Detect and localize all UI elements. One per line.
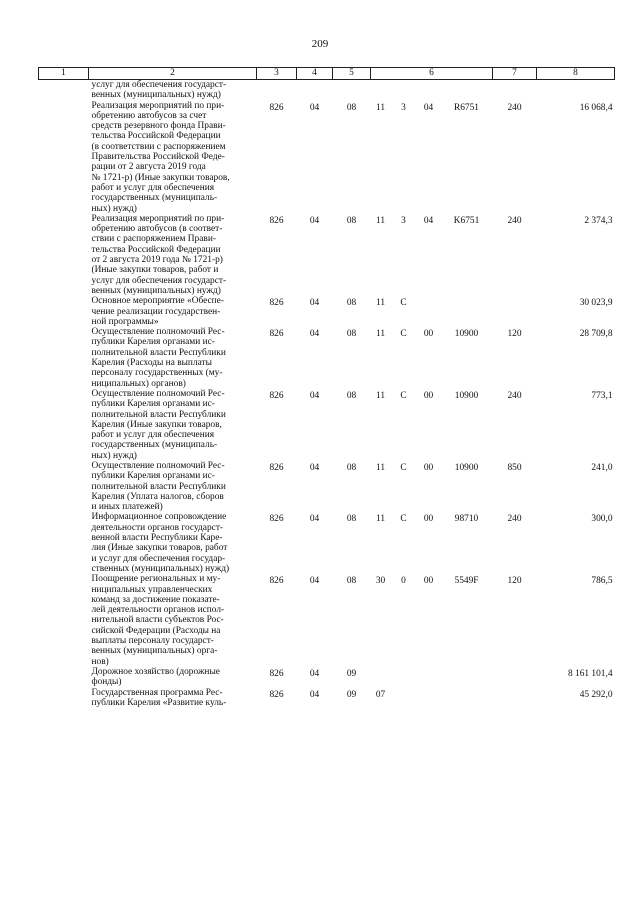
table-row <box>39 667 615 688</box>
program-code-cell <box>371 80 391 101</box>
ministry-code-cell: 826 <box>269 668 284 679</box>
table-row <box>39 461 615 512</box>
header-cell-7: 7 <box>493 68 537 80</box>
blank-cell <box>39 214 89 296</box>
section-code-cell: 04 <box>309 329 320 340</box>
section-code-cell: 04 <box>309 390 320 401</box>
ministry-code-cell: 826 <box>269 298 284 309</box>
ministry-code-cell: 826 <box>269 102 284 113</box>
blank-cell <box>39 461 89 512</box>
expense-type-code-cell: 120 <box>507 329 522 340</box>
subsection-code-cell: 08 <box>346 576 357 587</box>
ministry-code-cell: 826 <box>269 689 284 700</box>
blank-cell <box>39 688 89 709</box>
table-row <box>39 389 615 461</box>
blank-cell <box>39 667 89 688</box>
subsection-code-cell: 08 <box>346 462 357 473</box>
blank-cell <box>39 574 89 667</box>
amount-cell: 28 709,8 <box>579 329 613 340</box>
section-code-cell: 04 <box>309 576 320 587</box>
header-cell-8: 8 <box>537 68 615 80</box>
expense-type-code-cell: 850 <box>507 462 522 473</box>
description-cell: Реализация мероприятий по при- обретению автобусов (в соответ- ствии с распоряжением Прави- тельства Российской Федерации от 2 августа 2019 года № 1721-р) (Иные закупки товаров, работ и услуг для обеспечения государст- венных (муниципальных) нужд) <box>91 213 227 296</box>
expense-type-code-cell: 240 <box>507 102 522 113</box>
event-code-cell: 00 <box>423 576 434 587</box>
program-code-cell: 11 <box>375 514 386 525</box>
section-code-cell: 04 <box>309 102 320 113</box>
header-cell-2: 2 <box>89 68 257 80</box>
table-row <box>39 80 615 101</box>
event-code-cell: 00 <box>423 514 434 525</box>
direction-code-cell: 5549F <box>454 576 479 587</box>
expense-type-code-cell: 240 <box>507 390 522 401</box>
ministry-code-cell: 826 <box>269 390 284 401</box>
direction-code-cell <box>441 688 493 709</box>
amount-cell: 8 161 101,4 <box>567 668 613 679</box>
subprogram-code-cell: С <box>400 462 407 473</box>
section-code-cell <box>297 80 333 101</box>
description-cell: Реализация мероприятий по при- обретению автобусов за счет средств резервного фонда Прави- тельства Российской Федерации (в соответствии с распоряжением Правительства Российской Феде- рации от 2 августа 2019 года № 1721-р) (Иные закупки товаров, работ и услуг для обеспечения государственных (муниципаль- ных) нужд) <box>91 100 230 214</box>
event-code-cell <box>417 667 441 688</box>
ministry-code-cell: 826 <box>269 329 284 340</box>
expense-type-code-cell: 240 <box>507 514 522 525</box>
event-code-cell: 04 <box>423 102 434 113</box>
section-code-cell: 04 <box>309 514 320 525</box>
direction-code-cell <box>441 667 493 688</box>
program-code-cell: 11 <box>375 298 386 309</box>
amount-cell: 45 292,0 <box>579 689 613 700</box>
direction-code-cell: 10900 <box>454 462 479 473</box>
amount-cell: 16 068,4 <box>579 102 613 113</box>
description-cell: Основное мероприятие «Обеспе- чение реализации государствен- ной программы» <box>91 296 224 327</box>
section-code-cell: 04 <box>309 668 320 679</box>
header-row <box>39 68 615 80</box>
event-code-cell: 00 <box>423 329 434 340</box>
direction-code-cell: 10900 <box>454 329 479 340</box>
event-code-cell <box>417 80 441 101</box>
blank-cell <box>39 389 89 461</box>
subprogram-code-cell: С <box>400 298 407 309</box>
event-code-cell: 00 <box>423 462 434 473</box>
subsection-code-cell: 08 <box>346 102 357 113</box>
expense-type-code-cell: 120 <box>507 576 522 587</box>
header-cell-4: 4 <box>297 68 333 80</box>
subprogram-code-cell: С <box>400 514 407 525</box>
blank-cell <box>39 101 89 214</box>
header-cell-1: 1 <box>39 68 89 80</box>
description-cell: Государственная программа Рес- публики Карелия «Развитие куль- <box>91 687 227 708</box>
section-code-cell: 04 <box>309 215 320 226</box>
direction-code-cell: R6751 <box>453 102 479 113</box>
table-row <box>39 574 615 667</box>
program-code-cell: 11 <box>375 390 386 401</box>
subprogram-code-cell: 0 <box>401 576 406 587</box>
program-code-cell: 11 <box>375 462 386 473</box>
subsection-code-cell: 08 <box>346 215 357 226</box>
ministry-code-cell: 826 <box>269 514 284 525</box>
description-cell: услуг для обеспечения государст- венных (муниципальных) нужд) <box>91 80 227 101</box>
subsection-code-cell: 08 <box>346 298 357 309</box>
event-code-cell: 04 <box>423 215 434 226</box>
description-cell: Осуществление полномочий Рес- публики Карелия органами ис- полнительной власти Республики Карелия (Расходы на выплаты персоналу государственных (му- ниципальных) органов) <box>91 327 226 389</box>
blank-cell <box>39 327 89 389</box>
subprogram-code-cell: С <box>400 329 407 340</box>
amount-cell: 241,0 <box>591 462 613 473</box>
header-cell-3: 3 <box>257 68 297 80</box>
amount-cell: 30 023,9 <box>579 298 613 309</box>
subsection-code-cell: 08 <box>346 514 357 525</box>
amount-cell <box>537 80 615 101</box>
description-cell: Дорожное хозяйство (дорожные фонды) <box>91 666 220 688</box>
blank-cell <box>39 80 89 101</box>
table-row <box>39 101 615 214</box>
program-code-cell: 30 <box>375 576 386 587</box>
expense-type-code-cell: 240 <box>507 215 522 226</box>
subprogram-code-cell: 3 <box>401 215 406 226</box>
amount-cell: 786,5 <box>591 576 613 587</box>
section-code-cell: 04 <box>309 298 320 309</box>
subsection-code-cell: 09 <box>346 689 357 700</box>
blank-cell <box>39 296 89 327</box>
subsection-code-cell: 08 <box>346 390 357 401</box>
direction-code-cell <box>441 80 493 101</box>
expense-type-code-cell <box>493 688 537 709</box>
subsection-code-cell: 09 <box>346 668 357 679</box>
table-row <box>39 214 615 296</box>
direction-code-cell: 10900 <box>454 390 479 401</box>
table-row <box>39 327 615 389</box>
event-code-cell <box>417 296 441 327</box>
subprogram-code-cell <box>391 688 417 709</box>
description-cell: Поощрение региональных и му- ниципальных управленческих команд за достижение показате- лей деятельности органов испол- нительной власти субъектов Рос- сийской Федерации (Расходы на выплаты персоналу государст- венных (муниципальных) орга- нов) <box>91 574 225 667</box>
expense-type-code-cell <box>493 667 537 688</box>
header-cell-6: 6 <box>371 68 493 80</box>
blank-cell <box>39 512 89 574</box>
section-code-cell: 04 <box>309 689 320 700</box>
ministry-code-cell: 826 <box>269 576 284 587</box>
ministry-code-cell <box>257 80 297 101</box>
subprogram-code-cell: 3 <box>401 102 406 113</box>
section-code-cell: 04 <box>309 462 320 473</box>
expense-type-code-cell <box>493 296 537 327</box>
amount-cell: 2 374,3 <box>584 215 613 226</box>
program-code-cell <box>371 667 391 688</box>
table-row <box>39 512 615 574</box>
amount-cell: 773,1 <box>591 390 613 401</box>
subprogram-code-cell <box>391 80 417 101</box>
event-code-cell <box>417 688 441 709</box>
table-row <box>39 296 615 327</box>
program-code-cell: 11 <box>375 329 386 340</box>
subprogram-code-cell <box>391 667 417 688</box>
subsection-code-cell <box>333 80 371 101</box>
subsection-code-cell: 08 <box>346 329 357 340</box>
direction-code-cell: K6751 <box>453 215 480 226</box>
header-cell-5: 5 <box>333 68 371 80</box>
event-code-cell: 00 <box>423 390 434 401</box>
description-cell: Осуществление полномочий Рес- публики Карелия органами ис- полнительной власти Республики Карелия (Уплата налогов, сборов и иных платежей) <box>91 460 226 513</box>
page-number: 209 <box>311 38 329 50</box>
expense-type-code-cell <box>493 80 537 101</box>
table-row <box>39 688 615 709</box>
program-code-cell: 11 <box>375 102 386 113</box>
subprogram-code-cell: С <box>400 390 407 401</box>
budget-table <box>38 67 615 708</box>
ministry-code-cell: 826 <box>269 462 284 473</box>
ministry-code-cell: 826 <box>269 215 284 226</box>
direction-code-cell: 98710 <box>454 514 479 525</box>
direction-code-cell <box>441 296 493 327</box>
program-code-cell: 11 <box>375 215 386 226</box>
amount-cell: 300,0 <box>591 514 613 525</box>
program-code-cell: 07 <box>375 689 386 700</box>
description-cell: Осуществление полномочий Рес- публики Карелия органами ис- полнительной власти Республики Карелия (Иные закупки товаров, работ и услуг для обеспечения государственных (муниципаль- ных) нужд) <box>91 388 226 461</box>
description-cell: Информационное сопровождение деятельности органов государст- венной власти Республики Каре- лия (Иные закупки товаров, работ и услуг для обеспечения государ- ственных (муниципальных) нужд) <box>91 512 230 574</box>
